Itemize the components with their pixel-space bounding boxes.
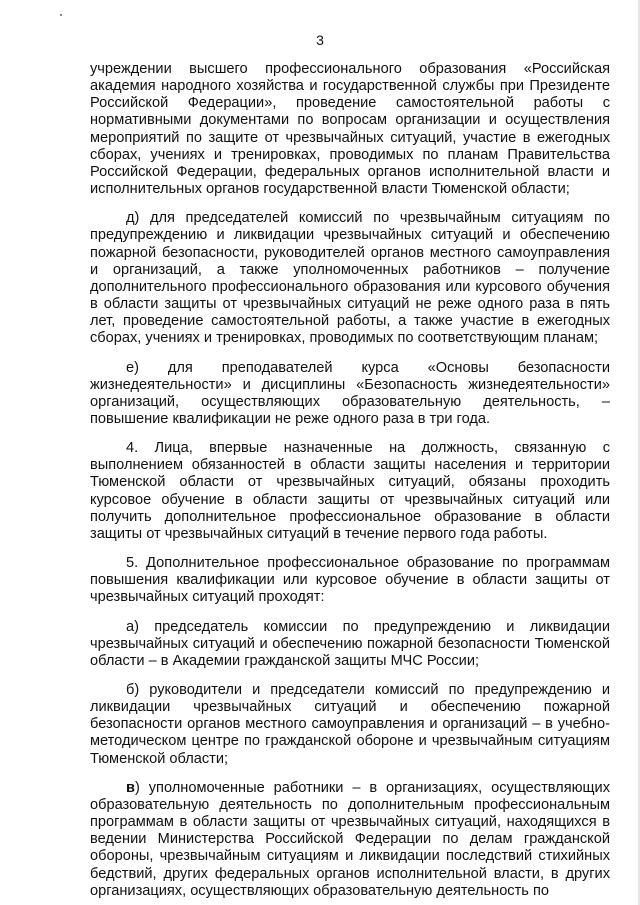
item-letter-v: в: [126, 779, 135, 796]
paragraph-5-b: б) руководители и председатели комиссий по предупреждению и ликвидации чрезвычайных ситуаций и обеспечению пожарной безопасности органов местного самоуправления и организаций – в учебно-методическом центре по гражданской обороне и чрезвычайным ситуациям Тюменской области;: [90, 682, 610, 767]
paragraph-item-e: е) для преподавателей курса «Основы безопасности жизнедеятельности» и дисциплины «Безопасность жизнедеятельности» организаций, осуществляющих образовательную деятельность, – повышение квалификации не реже одного раза в три года.: [90, 359, 610, 427]
paragraph-4: 4. Лица, впервые назначенные на должность, связанную с выполнением обязанностей в области защиты населения и территории Тюменской области от чрезвычайных ситуаций, обязаны проходить курсовое обучение в области защиты от чрезвычайных ситуаций или получить дополнительное профессиональное образование в области защиты от чрезвычайных ситуаций в течение первого года работы.: [90, 440, 610, 542]
paragraph-5-a: а) председатель комиссии по предупреждению и ликвидации чрезвычайных ситуаций и обеспечению пожарной безопасности Тюменской области – в Академии гражданской защиты МЧС России;: [90, 618, 610, 669]
paragraph-item-d: д) для председателей комиссий по чрезвычайным ситуациям по предупреждению и ликвидации чрезвычайных ситуаций и обеспечению пожарной безопасности, руководителей органов местного самоуправления и организаций, а также уполномоченных работников – получение дополнительного профессионального образования или курсового обучения в области защиты от чрезвычайных ситуаций не реже одного раза в пять лет, проведение самостоятельной работы, а также участие в ежегодных сборах, учениях и тренировках, проводимых по соответствующим планам;: [90, 210, 610, 347]
paragraph-continuation: учреждении высшего профессионального образования «Российская академия народного хозяйства и государственной службы при Президенте Российской Федерации», проведение самостоятельной работы с нормативными документами по вопросам организации и осуществления мероприятий по защите от чрезвычайных ситуаций, участие в ежегодных сборах, учениях и тренировках, проводимых по планам Правительства Российской Федерации, федеральных органов исполнительной власти и исполнительных органов государственной власти Тюменской области;: [90, 61, 610, 198]
scan-speck: [60, 14, 62, 16]
paragraph-5: 5. Дополнительное профессиональное образование по программам повышения квалификации или курсовое обучение в области защиты от чрезвычайных ситуаций проходят:: [90, 555, 610, 606]
document-body: [90, 61, 610, 900]
page-number: 3: [316, 32, 324, 48]
paragraph-5-v: [90, 780, 610, 900]
paragraph-5-v-text: ) уполномоченные работники – в организациях, осуществляющих образовательную деятельность по дополнительным профессиональным программам в области защиты от чрезвычайных ситуаций, находящихся в ведении Министерства Российской Федерации по делам гражданской обороны, чрезвычайным ситуациям и ликвидации последствий стихийных бедствий, других федеральных органов исполнительной власти, в других организациях, осуществляющих образовательную деятельность по: [90, 779, 610, 899]
